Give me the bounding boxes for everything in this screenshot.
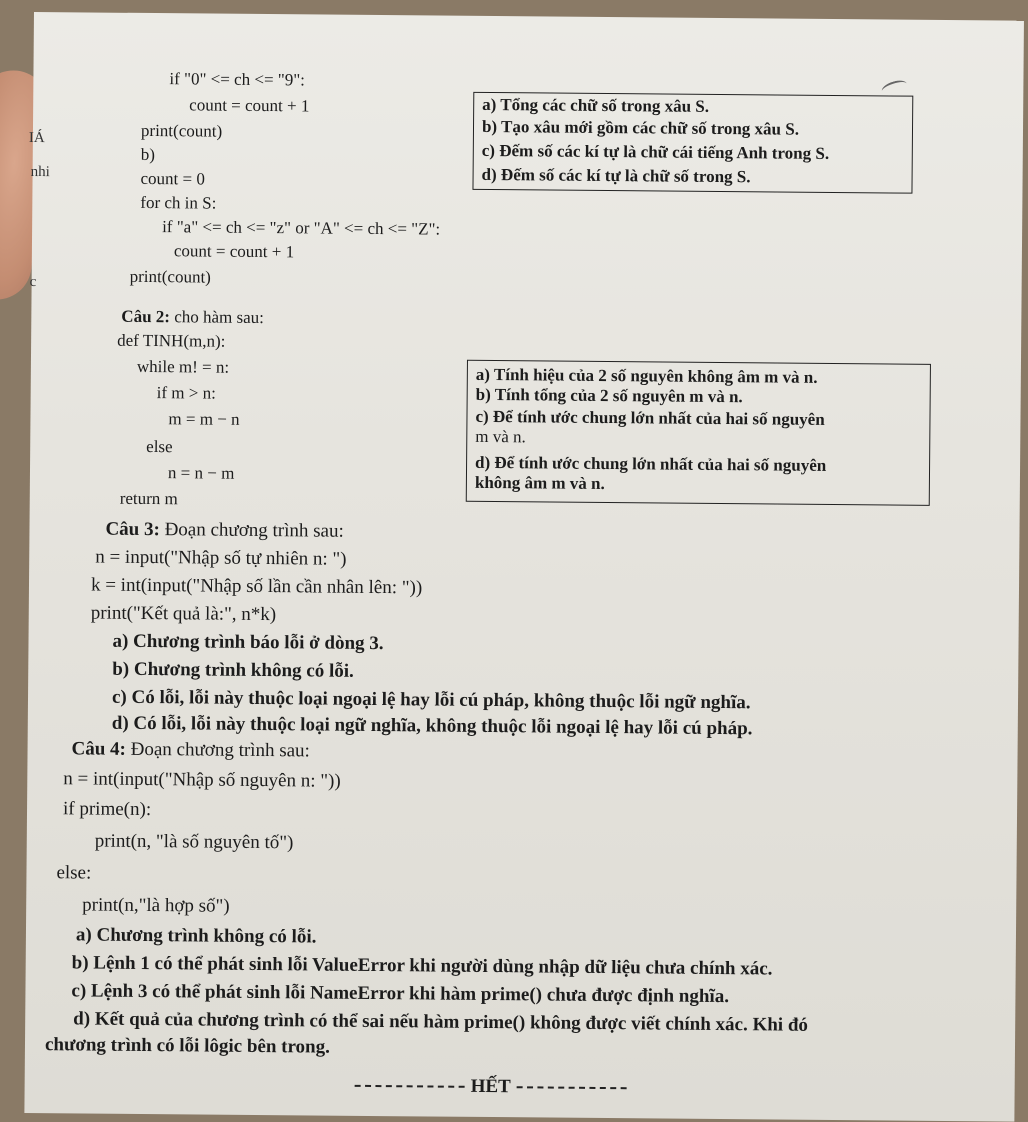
answer-option: c) Đếm số các kí tự là chữ cái tiếng Anh trong S. xyxy=(481,140,830,163)
code-line: print("Kết quả là:", n*k) xyxy=(90,602,277,626)
answer-option: d) Kết quả của chương trình có thể sai nếu hàm prime() không được viết chính xác. Khi đó xyxy=(73,1008,809,1036)
code-line: if "a" <= ch <= "z" or "A" <= ch <= "Z": xyxy=(162,217,441,239)
code-line: if "0" <= ch <= "9": xyxy=(169,69,306,90)
answer-option: chương trình có lỗi lôgic bên trong. xyxy=(44,1034,331,1058)
answer-box-q1 xyxy=(472,92,913,194)
question-text: Đoạn chương trình sau: xyxy=(125,738,310,762)
code-line: def TINH(m,n): xyxy=(117,330,226,351)
answer-option: a) Tính hiệu của 2 số nguyên không âm m và n. xyxy=(475,364,818,387)
answer-option: c) Có lỗi, lỗi này thuộc loại ngoại lệ hay lỗi cú pháp, không thuộc lỗi ngữ nghĩa. xyxy=(111,686,751,714)
code-line: n = input("Nhập số tự nhiên n: ") xyxy=(95,546,347,570)
code-line: while m! = n: xyxy=(136,356,230,377)
answer-option: c) Để tính ước chung lớn nhất của hai số nguyên xyxy=(475,406,825,429)
margin-fragment: c xyxy=(29,273,37,291)
question-number: Câu 2: xyxy=(121,306,171,327)
code-line: n = n − m xyxy=(167,463,235,483)
code-line: for ch in S: xyxy=(140,192,217,213)
question-heading xyxy=(71,738,309,762)
end-label: HẾT xyxy=(470,1075,511,1098)
code-line: print(n, "là số nguyên tố") xyxy=(94,830,294,854)
answer-option: a) Chương trình báo lỗi ở dòng 3. xyxy=(112,630,384,655)
answer-option: d) Để tính ước chung lớn nhất của hai số nguyên xyxy=(475,452,827,475)
code-line: else xyxy=(146,436,173,457)
code-line: return m xyxy=(119,488,178,509)
answer-option: m và n. xyxy=(475,426,526,447)
code-line: k = int(input("Nhập số lần cần nhân lên: ")) xyxy=(90,574,423,599)
answer-option: b) Tạo xâu mới gồm các chữ số trong xâu S. xyxy=(481,116,800,139)
code-line: print(n,"là hợp số") xyxy=(82,894,230,917)
answer-option: d) Có lỗi, lỗi này thuộc loại ngữ nghĩa, không thuộc lỗi ngoại lệ hay lỗi cú pháp. xyxy=(111,712,753,740)
question-number: Câu 4: xyxy=(71,738,127,760)
exam-paper xyxy=(24,12,1024,1122)
code-line: n = int(input("Nhập số nguyên n: ")) xyxy=(63,768,341,792)
question-heading xyxy=(105,519,343,543)
margin-fragment: nhi xyxy=(30,163,50,181)
code-line: count = 0 xyxy=(140,168,205,189)
answer-option: c) Lệnh 3 có thể phát sinh lỗi NameError khi hàm prime() chưa được định nghĩa. xyxy=(71,980,730,1008)
divider xyxy=(355,1085,465,1088)
code-line: m = m − n xyxy=(168,409,240,429)
divider xyxy=(517,1086,627,1089)
option-label: b) xyxy=(140,144,156,165)
answer-option: b) Lệnh 1 có thể phát sinh lỗi ValueError khi người dùng nhập dữ liệu chưa chính xác. xyxy=(71,952,773,980)
question-heading xyxy=(121,307,264,328)
question-text: cho hàm sau: xyxy=(169,307,265,328)
end-marker xyxy=(349,1075,633,1099)
question-number: Câu 3: xyxy=(105,518,160,541)
answer-option: a) Tổng các chữ số trong xâu S. xyxy=(482,94,710,116)
code-line: else: xyxy=(56,862,92,884)
answer-option: không âm m và n. xyxy=(474,472,605,493)
answer-box-q2 xyxy=(466,360,931,506)
code-line: count = count + 1 xyxy=(173,241,295,262)
answer-option: a) Chương trình không có lỗi. xyxy=(75,924,317,948)
answer-option: d) Đếm số các kí tự là chữ số trong S. xyxy=(481,164,751,187)
question-text: Đoạn chương trình sau: xyxy=(159,519,344,542)
answer-option: b) Chương trình không có lỗi. xyxy=(112,658,354,682)
code-line: print(count) xyxy=(129,266,211,287)
code-line: count = count + 1 xyxy=(189,95,310,116)
margin-fragment: IÁ xyxy=(28,129,45,147)
code-line: if prime(n): xyxy=(62,798,152,821)
answer-option: b) Tính tổng của 2 số nguyên m và n. xyxy=(475,384,743,407)
code-line: if m > n: xyxy=(156,383,216,403)
pen-mark xyxy=(880,78,908,97)
code-line: print(count) xyxy=(140,120,223,141)
